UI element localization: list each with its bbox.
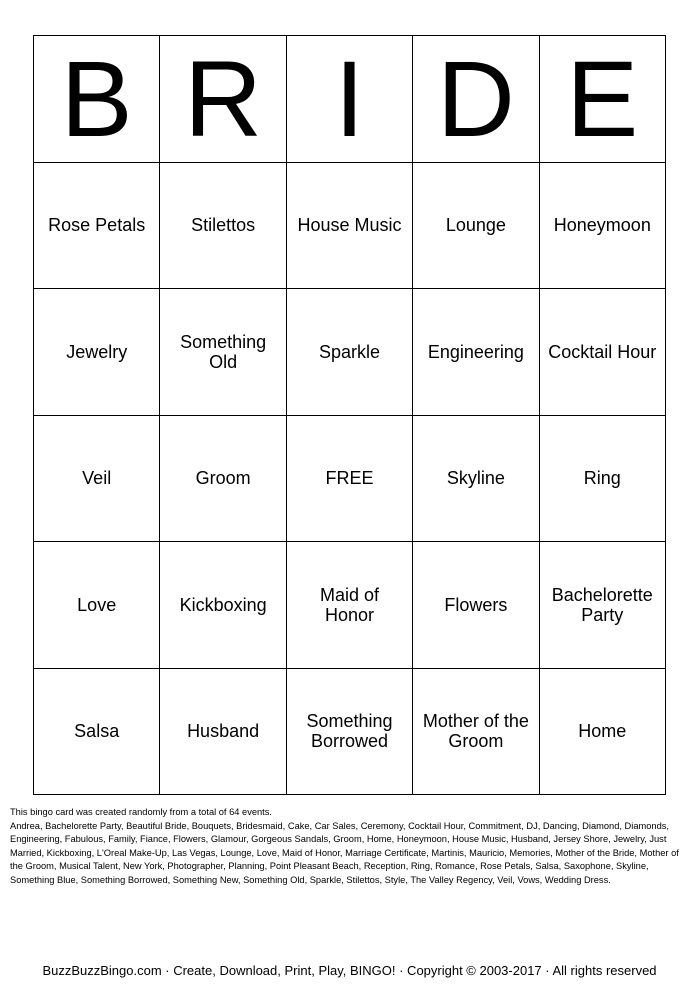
bingo-cell-text: Skyline bbox=[446, 468, 505, 489]
bingo-cell bbox=[160, 289, 286, 416]
bingo-cell-text: Rose Petals bbox=[48, 215, 146, 236]
footnote-intro: This bingo card was created randomly from a total of 64 events. bbox=[10, 807, 272, 817]
header-letter-e: E bbox=[540, 36, 666, 163]
bingo-cell bbox=[34, 163, 160, 290]
bingo-cell bbox=[540, 669, 666, 796]
header-letter-b: B bbox=[34, 36, 160, 163]
bingo-cell-text: Kickboxing bbox=[179, 594, 267, 615]
header-letter-r: R bbox=[160, 36, 286, 163]
bingo-cell bbox=[160, 669, 286, 796]
bingo-cell-text: Cocktail Hour bbox=[548, 341, 657, 362]
bingo-cell-text: Something Borrowed bbox=[306, 711, 393, 752]
bingo-cell-text: Lounge bbox=[445, 215, 506, 236]
bingo-cell-text: Flowers bbox=[444, 594, 508, 615]
bingo-cell bbox=[540, 416, 666, 543]
bingo-cell-text: Home bbox=[578, 721, 627, 742]
bingo-cell-text: Jewelry bbox=[66, 341, 128, 362]
free-space-text: FREE bbox=[325, 468, 374, 489]
bingo-cell bbox=[287, 163, 413, 290]
event-list-note bbox=[10, 806, 690, 888]
bingo-cell bbox=[287, 669, 413, 796]
bingo-cell-text: Love bbox=[77, 594, 117, 615]
bingo-card bbox=[33, 35, 666, 795]
header-letter-i: I bbox=[287, 36, 413, 163]
bingo-cell bbox=[287, 289, 413, 416]
bingo-cell-text: House Music bbox=[297, 215, 402, 236]
bingo-cell bbox=[34, 542, 160, 669]
bingo-cell bbox=[160, 163, 286, 290]
copyright-footer: BuzzBuzzBingo.com · Create, Download, Print, Play, BINGO! · Copyright © 2003-2017 · All rights reserved bbox=[42, 963, 657, 978]
bingo-cell bbox=[540, 163, 666, 290]
bingo-cell bbox=[34, 416, 160, 543]
bingo-cell-text: Veil bbox=[82, 468, 112, 489]
bingo-cell-text: Stilettos bbox=[191, 215, 256, 236]
bingo-cell bbox=[160, 542, 286, 669]
bingo-cell-text: Mother of the Groom bbox=[422, 711, 529, 752]
free-space-cell bbox=[287, 416, 413, 543]
bingo-cell-text: Ring bbox=[583, 468, 621, 489]
bingo-cell bbox=[287, 542, 413, 669]
bingo-cell bbox=[413, 669, 539, 796]
bingo-cell-text: Honeymoon bbox=[553, 215, 651, 236]
bingo-cell-text: Sparkle bbox=[318, 341, 380, 362]
bingo-cell-text: Bachelorette Party bbox=[551, 584, 653, 625]
bingo-cell bbox=[34, 289, 160, 416]
bingo-cell-text: Engineering bbox=[427, 341, 524, 362]
bingo-cell bbox=[413, 416, 539, 543]
bingo-cell bbox=[540, 542, 666, 669]
bingo-cell-text: Groom bbox=[195, 468, 251, 489]
bingo-cell bbox=[34, 669, 160, 796]
bingo-cell-text: Maid of Honor bbox=[319, 584, 379, 625]
bingo-cell bbox=[160, 416, 286, 543]
bingo-cell bbox=[413, 289, 539, 416]
footnote-events: Andrea, Bachelorette Party, Beautiful Bride, Bouquets, Bridesmaid, Cake, Car Sales, Ceremony, Cocktail Hour, Commitment, DJ, Dancing, Diamond, Diamonds, Engineering, Fabulous, Family, Fiance, Flowers, Glamour, Gorgeous Sandals, Groom, Home, Honeymoon, House Music, Husband, Jersey Shore, Jewelry, Just Married, Kickboxing, L'Oreal Make-Up, Las Vegas, Lounge, Love, Maid of Honor, Marriage Certificate, Martinis, Mauricio, Memories, Mother of the Bride, Mother of the Groom, Musical Talent, New York, Photographer, Planning, Point Pleasant Beach, Reception, Ring, Romance, Rose Petals, Salsa, Saxophone, Skyline, Something Blue, Something Borrowed, Something New, Something Old, Sparkle, Stilettos, Style, The Valley Regency, Veil, Vows, Wedding Dress. bbox=[10, 820, 679, 885]
bingo-cell-text: Husband bbox=[187, 721, 260, 742]
bingo-cell-text: Something Old bbox=[180, 331, 267, 372]
bingo-cell bbox=[540, 289, 666, 416]
bingo-cell-text: Salsa bbox=[74, 721, 120, 742]
header-letter-d: D bbox=[413, 36, 539, 163]
bingo-cell bbox=[413, 542, 539, 669]
bingo-cell bbox=[413, 163, 539, 290]
